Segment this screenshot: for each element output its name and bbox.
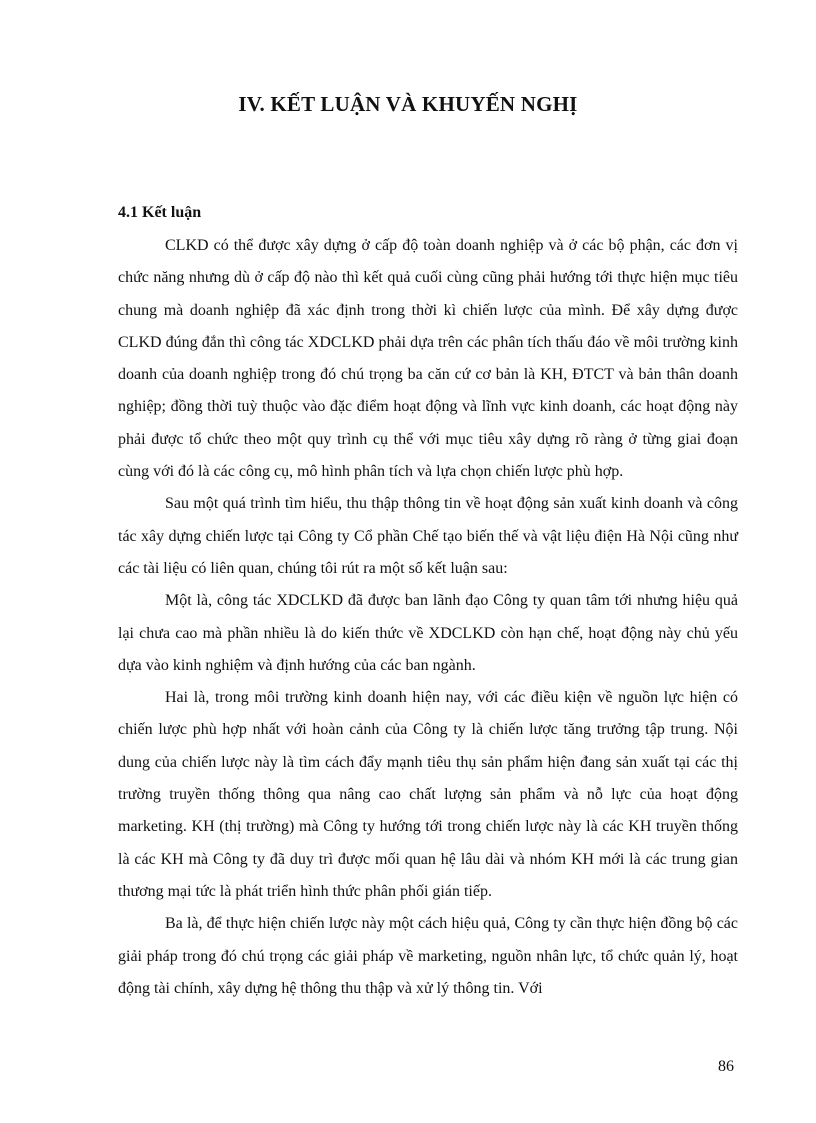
section-heading: 4.1 Kết luận [118,204,202,221]
paragraph: Một là, công tác XDCLKD đã được ban lãnh đạo Công ty quan tâm tới nhưng hiệu quả lại chưa cao mà phần nhiều là do kiến thức về XDCLKD còn hạn chế, hoạt động này chủ yếu dựa vào kinh nghiệm và định hướng của các ban ngành. [118,592,738,674]
page-number: 86 [718,1058,734,1075]
paragraph: Sau một quá trình tìm hiểu, thu thập thông tin về hoạt động sản xuất kinh doanh và công tác xây dựng chiến lược tại Công ty Cổ phần Chế tạo biến thế và vật liệu điện Hà Nội cũng như các tài liệu có liên quan, chúng tôi rút ra một số kết luận sau: [118,495,738,577]
chapter-title: IV. KẾT LUẬN VÀ KHUYẾN NGHỊ [238,92,578,116]
paragraph: Ba là, để thực hiện chiến lược này một cách hiệu quả, Công ty cần thực hiện đồng bộ các giải pháp trong đó chú trọng các giải pháp về marketing, nguồn nhân lực, tổ chức quản lý, hoạt động tài chính, xây dựng hệ thông thu thập và xử lý thông tin. Với [118,915,738,997]
body-text [118,230,738,1005]
paragraph: CLKD có thể được xây dựng ở cấp độ toàn doanh nghiệp và ở các bộ phận, các đơn vị chức năng nhưng dù ở cấp độ nào thì kết quả cuối cùng cũng phải hướng tới thực hiện mục tiêu chung mà doanh nghiệp đã xác định trong thời kì chiến lược của mình. Để xây dựng được CLKD đúng đắn thì công tác XDCLKD phải dựa trên các phân tích thấu đáo về môi trường kinh doanh của doanh nghiệp trong đó chú trọng ba căn cứ cơ bản là KH, ĐTCT và bản thân doanh nghiệp; đồng thời tuỳ thuộc vào đặc điểm hoạt động và lĩnh vực kinh doanh, các hoạt động này phải được tổ chức theo một quy trình cụ thể với mục tiêu xây dựng rõ ràng ở từng giai đoạn cùng với đó là các công cụ, mô hình phân tích và lựa chọn chiến lược phù hợp. [118,237,738,481]
paragraph: Hai là, trong môi trường kinh doanh hiện nay, với các điều kiện về nguồn lực hiện có chiến lược phù hợp nhất với hoàn cảnh của Công ty là chiến lược tăng trưởng tập trung. Nội dung của chiến lược này là tìm cách đẩy mạnh tiêu thụ sản phẩm hiện đang sản xuất tại các thị trường truyền thống thông qua nâng cao chất lượng sản phẩm và nỗ lực của hoạt động marketing. KH (thị trường) mà Công ty hướng tới trong chiến lược này là các KH truyền thống là các KH mà Công ty đã duy trì được mối quan hệ lâu dài và nhóm KH mới là các trung gian thương mại tức là phát triển hình thức phân phối gián tiếp. [118,689,738,900]
